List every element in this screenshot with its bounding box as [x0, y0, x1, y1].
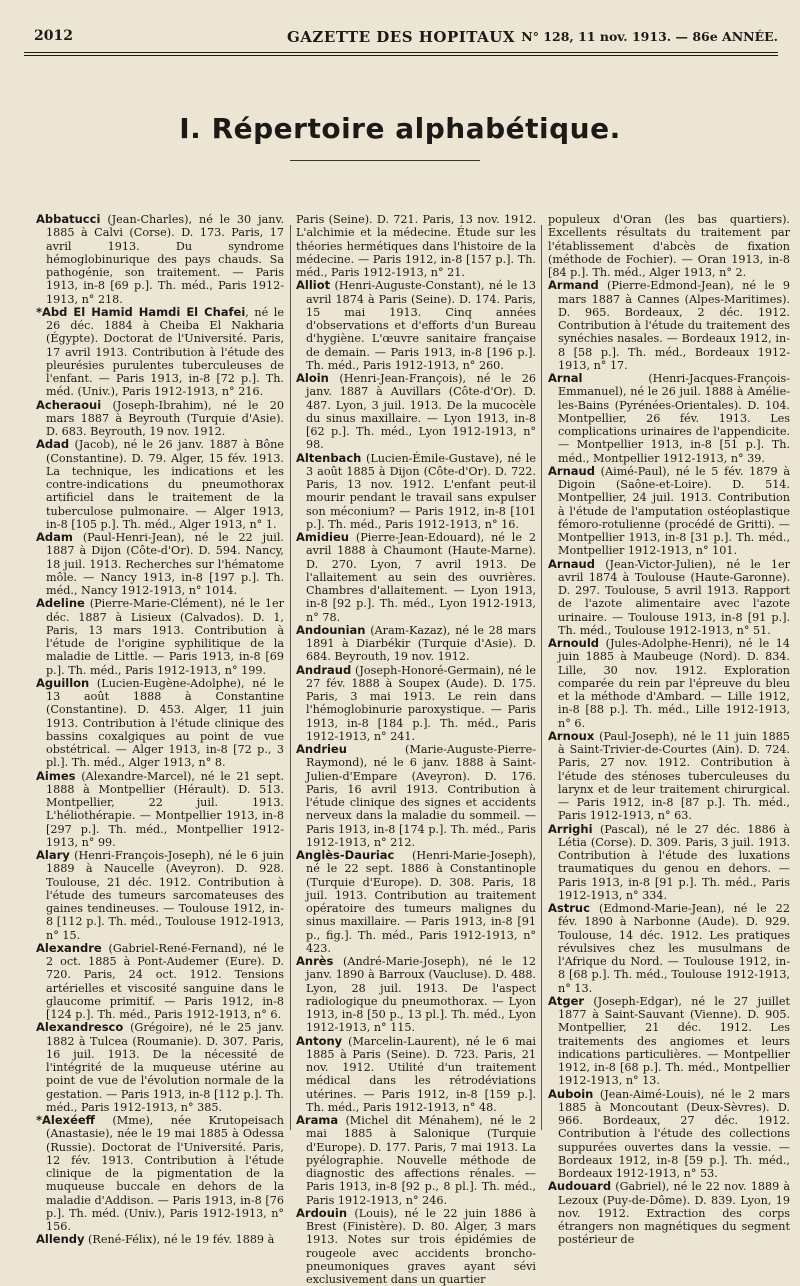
- header-rule: [24, 52, 778, 53]
- column-3: [548, 213, 790, 1247]
- entry-name: *Alexéeff: [36, 1113, 95, 1127]
- repertory-entry: [548, 902, 790, 995]
- entry-text: (Alexandre-Marcel), né le 21 sept. 1888 à Montpellier (Hérault). D. 513. Montpellier, 22 juil. 1913. L'héliothérapie. — Montpellier 1913, in-8 [297 p.]. Th. méd., Montpellier 1912-1913, n° 99.: [46, 769, 284, 849]
- entry-name: Auboin: [548, 1086, 594, 1101]
- entry-text: (Henri-Jacques-François-Emmanuel), né le 26 juil. 1888 à Amélie-les-Bains (Pyrénées-Orientales). D. 104. Montpellier, 26 fév. 1913. Les complications urinaires de l'appendicite. — Montpellier 1913, in-8 [51 p.]. Th. méd., Montpellier 1912-1913, n° 39.: [558, 372, 790, 465]
- repertory-entry: [296, 624, 536, 664]
- entry-name: Andounian: [296, 622, 366, 637]
- entry-text: Paris (Seine). D. 721. Paris, 13 nov. 1912. L'alchimie et la médecine. Étude sur les théories hermétiques dans l'histoire de la médecine. — Paris 1912, in-8 [157 p.]. Th. méd., Paris 1912-1913, n° 21.: [296, 213, 536, 279]
- repertory-entry: [296, 1114, 536, 1207]
- entry-text: (Jean-Charles), né le 30 janv. 1885 à Calvi (Corse). D. 173. Paris, 17 avril 1913. Du syndrome hémoglobinurique des pays chauds. Sa pathogénie, son traitement. — Paris 1913, in-8 [69 p.]. Th. méd., Paris 1912-1913, n° 218.: [46, 213, 284, 306]
- entry-text: (Gabriel), né le 22 nov. 1889 à Lezoux (Puy-de-Dôme). D. 839. Lyon, 19 nov. 1912. Extraction des corps étrangers non magnétiques du segment postérieur de: [558, 1180, 790, 1247]
- title-underline: [290, 160, 480, 161]
- entry-text: (René-Félix), né le 19 fév. 1889 à: [84, 1233, 275, 1247]
- entry-name: Alexandresco: [36, 1020, 124, 1035]
- repertory-entry: [548, 1180, 790, 1246]
- entry-name: Aloin: [296, 371, 329, 385]
- entry-text: (Pierre-Jean-Edouard), né le 2 avril 1888 à Chaumont (Haute-Marne). D. 270. Lyon, 7 avril 1913. De l'allaitement au sein des ouvrières. Chambres d'allaitement. — Lyon 1913, in-8 [92 p.]. Th. méd., Lyon 1912-1913, n° 78.: [306, 531, 536, 624]
- entry-name: Arnoux: [548, 728, 595, 743]
- column-2: [296, 213, 536, 1286]
- entry-name: Antony: [296, 1033, 343, 1048]
- repertory-entry: [36, 438, 284, 531]
- entry-text: (Jean-Aimé-Louis), né le 2 mars 1885 à Moncoutant (Deux-Sèvres). D. 966. Bordeaux, 27 déc. 1912. Contribution à l'étude des collections suppurées ouvertes dans la vessie. — Bordeaux 1912, in-8 [59 p.]. Th. méd., Bordeaux 1912-1913, n° 53.: [558, 1087, 790, 1180]
- repertory-entry: [36, 942, 284, 1022]
- repertory-entry: [36, 770, 284, 850]
- entry-text: (Marcelin-Laurent), né le 6 mai 1885 à Paris (Seine). D. 723. Paris, 21 nov. 1912. Utilité d'un traitement médical dans les rétrodéviations utérines. — Paris 1912, in-8 [159 p.]. Th. méd., Paris 1912-1913, n° 48.: [306, 1034, 536, 1114]
- entry-name: Arnaud: [548, 463, 595, 478]
- entry-name: Arrighi: [548, 821, 593, 836]
- entry-name: Ardouin: [296, 1205, 348, 1220]
- entry-name: Astruc: [548, 901, 590, 915]
- repertory-entry: [36, 597, 284, 677]
- entry-text: (André-Marie-Joseph), né le 12 janv. 1890 à Barroux (Vaucluse). D. 488. Lyon, 28 juil. 1913. De l'aspect radiologique du pneumothorax. — Lyon 1913, in-8 [50 p., 13 pl.]. Th. méd., Lyon 1912-1913, n° 115.: [306, 955, 536, 1035]
- entry-name: Arnaud: [548, 556, 595, 571]
- entry-name: Adam: [36, 530, 73, 544]
- repertory-entry: [36, 677, 284, 770]
- repertory-entry: [548, 995, 790, 1088]
- journal-title: GAZETTE DES HOPITAUX: [286, 28, 515, 46]
- repertory-entry: [296, 1035, 536, 1115]
- entry-name: Audouard: [548, 1179, 612, 1194]
- entry-name: Aimes: [36, 768, 76, 783]
- repertory-entry: [296, 279, 536, 372]
- entry-name: Alliot: [296, 278, 331, 293]
- entry-name: Arama: [296, 1113, 339, 1127]
- entry-name: Arnould: [548, 636, 600, 650]
- repertory-entry: [296, 531, 536, 624]
- column-divider: [541, 225, 542, 1130]
- repertory-entry: [36, 306, 284, 399]
- entry-name: Anglès-Dauriac: [296, 848, 395, 862]
- repertory-entry: [548, 1088, 790, 1181]
- entry-name: Allendy: [36, 1232, 85, 1247]
- column-divider: [290, 225, 291, 1130]
- entry-name: Armand: [548, 278, 599, 293]
- entry-text: (Grégoire), né le 25 janv. 1882 à Tulcea (Roumanie). D. 307. Paris, 16 juil. 1913. De la nécessité de l'intégrité de la muqueuse utérine au point de vue de l'évolution normale de la gestation. — Paris 1913, in-8 [112 p.]. Th. méd., Paris 1912-1913, n° 385.: [46, 1021, 284, 1114]
- repertory-entry: [548, 558, 790, 638]
- repertory-entry: [548, 637, 790, 730]
- entry-text: (Lucien-Eugène-Adolphe), né le 13 août 1888 à Constantine (Constantine). D. 453. Alger, 11 juin 1913. Contribution à l'étude clinique des bassins coxalgiques au point de vue obstétrical. — Alger 1913, in-8 [72 p., 3 pl.]. Th. méd., Alger 1913, n° 8.: [46, 676, 284, 770]
- repertory-entry: [548, 823, 790, 903]
- entry-name: Abbatucci: [36, 212, 101, 226]
- entry-name: Atger: [548, 993, 585, 1008]
- section-title: I. Répertoire alphabétique.: [179, 112, 621, 145]
- entry-text: (Henri-Auguste-Constant), né le 13 avril 1874 à Paris (Seine). D. 174. Paris, 15 mai 1913. Cinq années d'observations et d'efforts d'un Bureau d'hygiène. L'œuvre sanitaire française de demain. — Paris 1913, in-8 [196 p.]. Th. méd., Paris 1912-1913, n° 260.: [306, 279, 536, 372]
- entry-text: (Joseph-Edgar), né le 27 juillet 1877 à Saint-Sauvant (Vienne). D. 905. Montpellier, 21 déc. 1912. Les traitements des angiomes et leurs indications particulières. — Montpellier 1912, in-8 [68 p.]. Th. méd., Montpellier 1912-1913, n° 13.: [558, 994, 790, 1088]
- repertory-entry: [296, 955, 536, 1035]
- entry-text: (Henri-Jean-François), né le 26 janv. 1887 à Auvillars (Côte-d'Or). D. 487. Lyon, 3 juil. 1913. De la mucocèle du sinus maxillaire. — Lyon 1913, in-8 [62 p.]. Th. méd., Lyon 1912-1913, n° 98.: [306, 372, 536, 452]
- entry-text: (Michel dit Ménahem), né le 2 mai 1885 à Salonique (Turquie d'Europe). D. 177. Paris, 7 mai 1913. La pyélographie. Nouvelle méthode de diagnostic des affections rénales. — Paris 1913, in-8 [92 p., 8 pl.]. Th. méd., Paris 1912-1913, n° 246.: [306, 1114, 536, 1207]
- entry-name: Alary: [36, 848, 70, 862]
- running-header: [24, 26, 778, 50]
- header-rule-thin: [24, 55, 778, 56]
- entry-name: Adeline: [36, 596, 85, 611]
- repertory-entry: [548, 465, 790, 558]
- repertory-entry: [36, 531, 284, 597]
- entry-continuation: [548, 213, 790, 279]
- entry-text: (Edmond-Marie-Jean), né le 22 fév. 1890 à Narbonne (Aude). D. 929. Toulouse, 14 déc. 1912. Les pratiques révulsives chez les musulmans de l'Afrique du Nord. — Toulouse 1912, in-8 [68 p.]. Th. méd., Toulouse 1912-1913, n° 13.: [558, 902, 790, 995]
- entry-name: Anrès: [296, 954, 334, 968]
- repertory-entry: [36, 849, 284, 942]
- entry-text: (Aimé-Paul), né le 5 fév. 1879 à Digoin (Saône-et-Loire). D. 514. Montpellier, 24 juil. 1913. Contribution à l'étude de l'amputation ostéoplastique fémoro-rotulienne (procédé de Gritti). — Montpellier 1913, in-8 [31 p.]. Th. méd., Montpellier 1912-1913, n° 101.: [558, 464, 790, 558]
- entry-text: (Joseph-Ibrahim), né le 20 mars 1887 à Beyrouth (Turquie d'Asie). D. 683. Beyrouth, 19 nov. 1912.: [46, 398, 284, 438]
- entry-text: (Jules-Adolphe-Henri), né le 14 juin 1885 à Maubeuge (Nord). D. 834. Lille, 30 nov. 1912. Exploration comparée du rein par l'épreuve du bleu et la méthode d'Ambard. — Lille 1912, in-8 [88 p.]. Th. méd., Lille 1912-1913, n° 6.: [558, 637, 790, 730]
- entry-text: (Aram-Kazaz), né le 28 mars 1891 à Diarbékir (Turquie d'Asie). D. 684. Beyrouth, 19 nov. 1912.: [306, 623, 536, 664]
- entry-text: (Pierre-Marie-Clément), né le 1er déc. 1887 à Lisieux (Calvados). D. 1, Paris, 13 mars 1913. Contribution à l'étude de l'origine syphilitique de la maladie de Little. — Paris 1913, in-8 [69 p.]. Th. méd., Paris 1912-1913, n° 199.: [46, 597, 284, 677]
- page-number: 2012: [34, 28, 73, 44]
- repertory-entry: [296, 1207, 536, 1286]
- entry-text: (Pierre-Edmond-Jean), né le 9 mars 1887 à Cannes (Alpes-Maritimes). D. 965. Bordeaux, 2 déc. 1912. Contribution à l'étude du traitement des synéchies nasales. — Bordeaux 1912, in-8 [58 p.]. Th. méd., Bordeaux 1912-1913, n° 17.: [558, 279, 790, 372]
- entry-continuation: [296, 213, 536, 279]
- entry-text: (Louis), né le 22 juin 1886 à Brest (Finistère). D. 80. Alger, 3 mars 1913. Notes sur trois épidémies de rougeole avec accidents broncho-pneumoniques graves ayant sévi exclusivement dans un quartier: [306, 1206, 536, 1286]
- repertory-entry: [36, 1021, 284, 1114]
- repertory-entry: [548, 730, 790, 823]
- repertory-entry: [296, 664, 536, 744]
- repertory-entry: [36, 1114, 284, 1233]
- entry-name: Andrieu: [296, 742, 347, 756]
- repertory-entry: [548, 372, 790, 465]
- entry-name: Acheraoui: [36, 397, 102, 412]
- entry-text: (Paul-Joseph), né le 11 juin 1885 à Saint-Trivier-de-Courtes (Ain). D. 724. Paris, 27 nov. 1912. Contribution à l'étude des sténoses tuberculeuses du larynx et de leur traitement chirurgical. — Paris 1912, in-8 [87 p.]. Th. méd., Paris 1912-1913, n° 63.: [558, 729, 790, 823]
- entry-text: (Marie-Auguste-Pierre-Raymond), né le 6 janv. 1888 à Saint-Julien-d'Empare (Aveyron). D. 176. Paris, 16 avril 1913. Contribution à l'étude clinique des signes et accidents nerveux dans la maladie du sommeil. — Paris 1913, in-8 [174 p.]. Th. méd., Paris 1912-1913, n° 212.: [306, 743, 536, 849]
- entry-name: Alexandre: [36, 940, 102, 955]
- entry-name: Adad: [36, 437, 70, 452]
- entry-text: (Joseph-Honoré-Germain), né le 27 fév. 1888 à Soupex (Aude). D. 175. Paris, 3 mai 1913. Le rein dans l'hémoglobinurie paroxystique. — Paris 1913, in-8 [184 p.]. Th. méd., Paris 1912-1913, n° 241.: [306, 663, 536, 743]
- entry-text: (Gabriel-René-Fernand), né le 2 oct. 1885 à Pont-Audemer (Eure). D. 720. Paris, 24 oct. 1912. Tensions artérielles et viscosité sanguine dans le glaucome primitif. — Paris 1912, in-8 [124 p.]. Th. méd., Paris 1912-1913, n° 6.: [46, 941, 284, 1021]
- entry-text: (Mme), née Krutopeisach (Anastasie), née le 19 mai 1885 à Odessa (Russie). Doctorat de l'Université. Paris, 12 fév. 1913. Contribution à l'étude clinique de la pigmentation de la muqueuse buccale en dehors de la maladie d'Addison. — Paris 1913, in-8 [76 p.]. Th. méd. (Univ.), Paris 1912-1913, n° 156.: [46, 1114, 284, 1233]
- entry-name: Arnal: [548, 371, 583, 385]
- entry-text: (Jean-Victor-Julien), né le 1er avril 1874 à Toulouse (Haute-Garonne). D. 297. Toulouse, 5 avril 1913. Rapport de l'azote alimentaire avec l'azote urinaire. — Toulouse 1913, in-8 [91 p.]. Th. méd., Toulouse 1912-1913, n° 51.: [558, 557, 790, 637]
- entry-text: (Henri-Marie-Joseph), né le 22 sept. 1886 à Constantinople (Turquie d'Europe). D. 308. Paris, 18 juil. 1913. Contribution au traitement opératoire des tumeurs malignes du sinus maxillaire. — Paris 1913, in-8 [91 p., fig.]. Th. méd., Paris 1912-1913, n° 423.: [306, 849, 536, 955]
- entry-name: *Abd El Hamid Hamdi El Chafei: [36, 304, 246, 319]
- repertory-entry: [296, 743, 536, 849]
- entry-name: Andraud: [296, 662, 352, 677]
- repertory-entry: [36, 213, 284, 306]
- repertory-entry: [296, 849, 536, 955]
- entry-text: (Jacob), né le 26 janv. 1887 à Bône (Constantine). D. 79. Alger, 15 fév. 1913. La technique, les indications et les contre-indications du pneumothorax artificiel dans le traitement de la tuberculose pulmonaire. — Alger 1913, in-8 [105 p.]. Th. méd., Alger 1913, n° 1.: [46, 438, 284, 531]
- entry-text: (Henri-François-Joseph), né le 6 juin 1889 à Naucelle (Aveyron). D. 928. Toulouse, 21 déc. 1912. Contribution à l'étude des tumeurs sarcomateuses des gaines tendineuses. — Toulouse 1912, in-8 [112 p.]. Th. méd., Toulouse 1912-1913, n° 15.: [46, 849, 284, 942]
- entry-text: (Pascal), né le 27 déc. 1886 à Létia (Corse). D. 309. Paris, 3 juil. 1913. Contribution à l'étude des luxations traumatiques du genou en dehors. — Paris 1913, in-8 [91 p.]. Th. méd., Paris 1912-1913, n° 334.: [558, 822, 790, 902]
- entry-text: (Lucien-Émile-Gustave), né le 3 août 1885 à Dijon (Côte-d'Or). D. 722. Paris, 13 nov. 1912. L'enfant peut-il mourir pendant le travail sans expulser son méconium? — Paris 1912, in-8 [101 p.]. Th. méd., Paris 1912-1913, n° 16.: [306, 451, 536, 531]
- entry-name: Aguillon: [36, 675, 90, 690]
- repertory-entry: [36, 1233, 284, 1246]
- entry-text: (Paul-Henri-Jean), né le 22 juil. 1887 à Dijon (Côte-d'Or). D. 594. Nancy, 18 juil. 1913. Recherches sur l'hématome môle. — Nancy 1913, in-8 [197 p.]. Th. méd., Nancy 1912-1913, n° 1014.: [46, 531, 284, 597]
- column-1: [36, 213, 284, 1247]
- entry-name: Altenbach: [296, 450, 362, 465]
- entry-text: populeux d'Oran (les bas quartiers). Excellents résultats du traitement par l'établissement d'abcès de fixation (méthode de Fochier). — Oran 1913, in-8 [84 p.]. Th. méd., Alger 1913, n° 2.: [548, 213, 790, 279]
- repertory-entry: [36, 399, 284, 439]
- repertory-entry: [548, 279, 790, 372]
- repertory-entry: [296, 452, 536, 532]
- entry-name: Amidieu: [296, 530, 349, 544]
- issue-info: N° 128, 11 nov. 1913. — 86e ANNÉE.: [521, 29, 778, 44]
- repertory-entry: [296, 372, 536, 452]
- entry-text: , né le 26 déc. 1884 à Cheiba El Nakharia (Égypte). Doctorat de l'Université. Paris, 17 avril 1913. Contribution à l'étude des pleurésies purulentes tuberculeuses de l'enfant. — Paris 1913, in-8 [72 p.]. Th. méd. (Univ.), Paris 1912-1913, n° 216.: [46, 305, 284, 399]
